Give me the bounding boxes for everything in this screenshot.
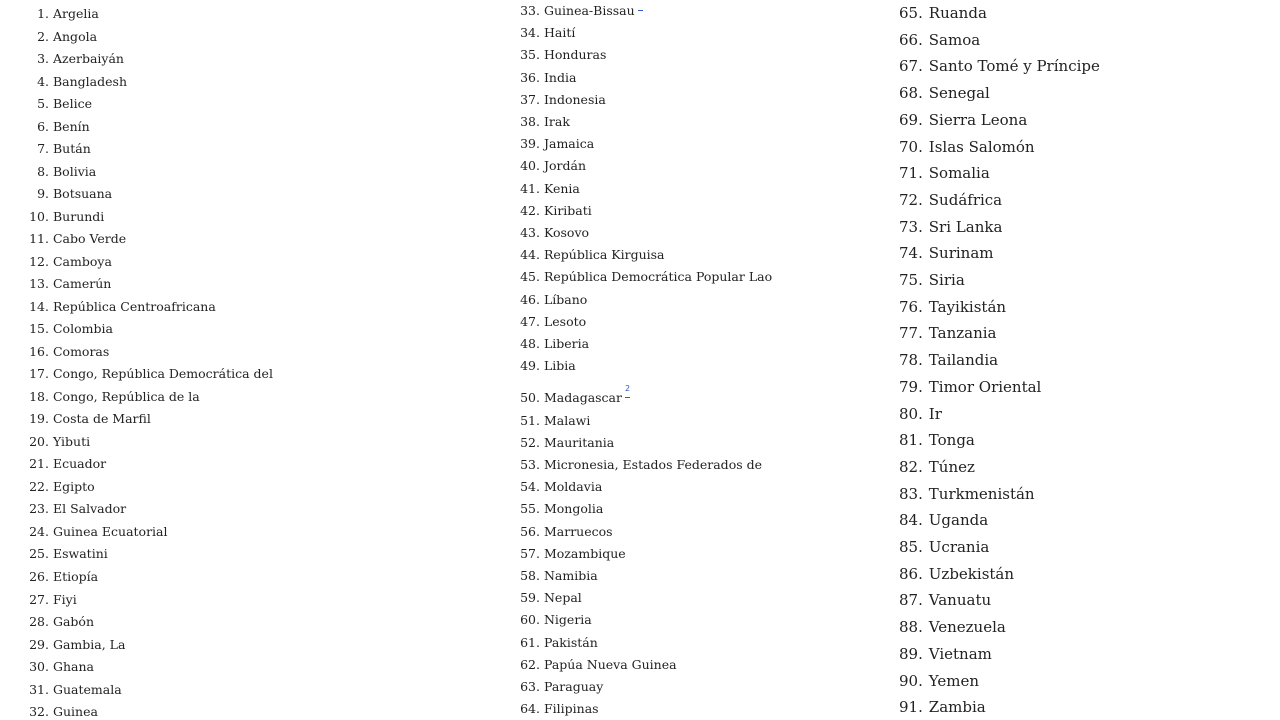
- list-item-number: 2.: [37, 28, 49, 44]
- country-name: Uganda: [928, 511, 989, 530]
- country-name: Botsuana: [52, 186, 113, 202]
- country-name: Túnez: [928, 457, 975, 476]
- list-item: [518, 501, 603, 517]
- list-item: [518, 247, 665, 263]
- country-name: India: [543, 69, 577, 85]
- list-item-number: 42.: [520, 202, 540, 218]
- list-item-number: 72.: [899, 190, 923, 209]
- list-item: [518, 358, 576, 374]
- footnote-number[interactable]: 2: [625, 384, 631, 394]
- country-name: Guinea-Bissau: [543, 3, 635, 18]
- list-item-number: 40.: [520, 158, 540, 174]
- country-name: Libia: [543, 358, 576, 374]
- country-name: Tanzania: [928, 324, 997, 343]
- list-item-number: 7.: [37, 141, 49, 157]
- list-item: [899, 191, 1002, 210]
- country-name: Liberia: [543, 336, 590, 351]
- country-name: Tailandia: [928, 351, 999, 370]
- list-item-number: 52.: [520, 434, 540, 450]
- list-item: [518, 181, 580, 197]
- list-item: [518, 435, 614, 451]
- country-name: Sudáfrica: [928, 190, 1003, 209]
- list-item-number: 43.: [520, 225, 540, 240]
- list-item: [518, 114, 570, 130]
- list-item: [899, 405, 942, 424]
- country-name: Ghana: [52, 659, 94, 675]
- country-name: Timor Oriental: [928, 377, 1042, 396]
- list-item-number: 87.: [899, 591, 923, 610]
- list-item-number: 5.: [37, 96, 49, 112]
- country-name: Kenia: [543, 180, 580, 196]
- list-item-number: 29.: [29, 636, 49, 652]
- list-item-number: 36.: [520, 69, 540, 85]
- list-item-number: 65.: [899, 4, 923, 22]
- country-name: Eswatini: [52, 546, 108, 562]
- country-name: Santo Tomé y Príncipe: [928, 57, 1100, 76]
- list-item: [518, 384, 631, 406]
- list-item: [26, 74, 127, 90]
- list-item: [518, 203, 592, 219]
- list-item: [518, 457, 762, 473]
- list-item-number: 70.: [899, 137, 923, 156]
- country-name: Mongolia: [543, 501, 604, 517]
- country-name: Mauritania: [543, 434, 615, 450]
- country-name: Islas Salomón: [928, 137, 1035, 156]
- list-item: [518, 92, 606, 108]
- list-item-number: 80.: [899, 404, 923, 423]
- list-item-number: 44.: [520, 247, 540, 263]
- list-item: [899, 271, 965, 290]
- list-item-number: 57.: [520, 545, 540, 561]
- country-name: Zambia: [928, 698, 986, 717]
- list-item-number: 84.: [899, 511, 923, 530]
- country-name: Mozambique: [543, 545, 626, 561]
- list-item-number: 20.: [29, 433, 49, 449]
- list-item: [518, 546, 626, 562]
- list-item: [26, 51, 124, 67]
- list-item-number: 34.: [520, 25, 540, 41]
- list-item-number: 81.: [899, 431, 923, 450]
- country-name: Burundi: [52, 208, 105, 224]
- country-name: Congo, República de la: [52, 388, 200, 404]
- country-name: Madagascar: [543, 390, 622, 406]
- list-item: [26, 276, 111, 292]
- list-item: [26, 389, 200, 405]
- country-name: Yemen: [928, 671, 980, 690]
- list-item: [26, 321, 113, 337]
- country-name: Belice: [52, 96, 92, 112]
- list-item-number: 17.: [29, 366, 49, 382]
- country-name: Indonesia: [543, 91, 606, 107]
- country-name: Namibia: [543, 568, 598, 583]
- list-item-number: 78.: [899, 351, 923, 370]
- list-item: [26, 231, 126, 247]
- list-item-number: 83.: [899, 484, 923, 503]
- country-name: El Salvador: [52, 501, 127, 517]
- list-item-number: 38.: [520, 114, 540, 129]
- list-item: [899, 698, 986, 717]
- list-item: [518, 635, 598, 651]
- country-name: Benín: [52, 118, 90, 134]
- country-name: República Kirguisa: [543, 247, 665, 263]
- list-item-number: 41.: [520, 180, 540, 196]
- list-item: [518, 3, 644, 19]
- country-name: Tonga: [928, 431, 975, 450]
- country-name: Líbano: [543, 291, 588, 307]
- country-name: Ecuador: [52, 456, 107, 472]
- country-name: Nepal: [543, 590, 582, 606]
- country-name: Ruanda: [928, 4, 987, 22]
- list-item-number: 9.: [37, 186, 49, 202]
- list-item: [518, 701, 599, 717]
- list-item-number: 73.: [899, 217, 923, 236]
- list-item-number: 31.: [29, 681, 49, 697]
- list-item: [26, 254, 112, 270]
- country-name: Congo, República Democrática del: [52, 366, 273, 382]
- list-item-number: 56.: [520, 523, 540, 539]
- country-name: Uzbekistán: [928, 564, 1015, 583]
- list-item: [518, 657, 677, 673]
- country-name: Ir: [928, 404, 942, 423]
- list-item: [518, 479, 602, 495]
- list-item: [899, 672, 979, 691]
- footnote-link[interactable]: [625, 384, 631, 402]
- list-item-number: 3.: [37, 51, 49, 67]
- list-item-number: 85.: [899, 538, 923, 556]
- list-item: [26, 366, 273, 382]
- list-item: [518, 292, 587, 308]
- list-item: [899, 4, 987, 23]
- list-item: [899, 164, 990, 183]
- list-item: [518, 568, 598, 584]
- list-item-number: 32.: [29, 704, 49, 720]
- country-name: Siria: [928, 271, 965, 289]
- country-name: Gambia, La: [52, 636, 126, 652]
- list-item: [26, 344, 109, 360]
- list-item: [899, 31, 980, 50]
- country-name: Filipinas: [543, 701, 599, 717]
- list-item-number: 69.: [899, 110, 923, 129]
- country-name: Fiyi: [52, 591, 77, 607]
- list-item: [518, 612, 592, 628]
- footnote-link[interactable]: [638, 7, 644, 15]
- list-item: [899, 565, 1014, 584]
- country-name: Kiribati: [543, 202, 592, 218]
- list-item-number: 47.: [520, 313, 540, 329]
- list-item: [26, 141, 91, 157]
- list-item-number: 8.: [37, 163, 49, 179]
- list-item: [899, 538, 989, 557]
- list-item: [518, 336, 589, 352]
- list-item: [518, 158, 586, 174]
- country-name: Nigeria: [543, 612, 592, 628]
- list-item: [26, 569, 98, 585]
- country-name: Egipto: [52, 478, 95, 494]
- list-item: [518, 314, 586, 330]
- list-item-number: 19.: [29, 411, 49, 427]
- list-item: [26, 164, 96, 180]
- country-name: Colombia: [52, 321, 113, 337]
- list-item-number: 77.: [899, 324, 923, 343]
- country-name: Sierra Leona: [928, 110, 1028, 129]
- list-item: [26, 659, 94, 675]
- list-item: [26, 209, 104, 225]
- country-name: Yibuti: [52, 433, 91, 449]
- list-item: [26, 299, 216, 315]
- list-item: [518, 413, 590, 429]
- list-item: [518, 269, 772, 285]
- country-name: Paraguay: [543, 679, 604, 694]
- list-item: [899, 618, 1006, 637]
- list-item-number: 28.: [29, 614, 49, 630]
- list-item: [899, 84, 990, 103]
- list-item-number: 33.: [520, 3, 540, 18]
- list-item: [518, 25, 575, 41]
- list-item-number: 54.: [520, 479, 540, 495]
- list-item-number: 68.: [899, 84, 923, 103]
- country-name: Venezuela: [928, 618, 1006, 637]
- list-item: [26, 524, 168, 540]
- country-name: Jordán: [543, 158, 587, 174]
- list-item-number: 90.: [899, 671, 923, 690]
- list-item-number: 50.: [520, 390, 540, 406]
- list-item: [26, 434, 90, 450]
- country-name: Somalia: [928, 164, 990, 183]
- list-item: [26, 546, 108, 562]
- list-item-number: 75.: [899, 271, 923, 289]
- list-item: [26, 637, 125, 653]
- country-name: Marruecos: [543, 523, 613, 539]
- list-item: [26, 186, 112, 202]
- list-item: [26, 6, 99, 22]
- list-item: [518, 70, 576, 86]
- list-item: [26, 29, 97, 45]
- list-item: [899, 351, 998, 370]
- list-item: [899, 57, 1100, 76]
- country-name: Etiopía: [52, 569, 99, 584]
- country-name: Tayikistán: [928, 297, 1007, 316]
- list-item-number: 60.: [520, 612, 540, 628]
- list-item: [26, 501, 126, 517]
- country-name: Comoras: [52, 343, 110, 359]
- list-item-number: 6.: [37, 118, 49, 134]
- list-item: [518, 47, 606, 63]
- country-name: República Democrática Popular Lao: [543, 269, 773, 285]
- country-name: Jamaica: [543, 136, 595, 152]
- list-item: [26, 479, 95, 495]
- country-name: Vietnam: [928, 644, 992, 663]
- country-name: Papúa Nueva Guinea: [543, 656, 677, 672]
- country-name: Cabo Verde: [52, 231, 127, 247]
- list-item: [26, 411, 151, 427]
- list-item-number: 18.: [29, 388, 49, 404]
- list-item-number: 39.: [520, 136, 540, 152]
- list-item-number: 59.: [520, 590, 540, 606]
- list-item: [518, 679, 603, 695]
- list-item: [899, 485, 1035, 504]
- list-item-number: 35.: [520, 47, 540, 63]
- list-item-number: 22.: [29, 478, 49, 494]
- country-name: Lesoto: [543, 313, 587, 329]
- list-item-number: 76.: [899, 297, 923, 316]
- list-item-number: 16.: [29, 343, 49, 359]
- list-item: [26, 456, 106, 472]
- list-item: [899, 431, 975, 450]
- country-name: Pakistán: [543, 634, 598, 650]
- list-item-number: 51.: [520, 412, 540, 428]
- country-name: Camboya: [52, 253, 112, 269]
- list-item-number: 91.: [899, 698, 923, 717]
- country-name: Gabón: [52, 614, 94, 630]
- country-name: Haití: [543, 25, 576, 41]
- list-item: [518, 524, 613, 540]
- country-name: Angola: [52, 28, 98, 44]
- list-item-number: 14.: [29, 298, 49, 314]
- list-item-number: 24.: [29, 523, 49, 539]
- country-name: Honduras: [543, 47, 607, 63]
- list-item-number: 86.: [899, 564, 923, 583]
- list-item: [518, 590, 582, 606]
- country-name: Kosovo: [543, 225, 590, 240]
- list-item: [899, 244, 994, 263]
- list-item: [899, 111, 1027, 130]
- list-item: [899, 511, 988, 530]
- country-name: Bangladesh: [52, 73, 127, 89]
- country-name: República Centroafricana: [52, 298, 216, 314]
- list-item: [899, 218, 1002, 237]
- list-item-number: 30.: [29, 659, 49, 675]
- list-item: [899, 138, 1035, 157]
- list-item-number: 62.: [520, 656, 540, 672]
- list-item-number: 37.: [520, 91, 540, 107]
- list-item-number: 48.: [520, 336, 540, 351]
- list-item: [518, 225, 589, 241]
- country-name: Ucrania: [928, 538, 990, 556]
- list-item-number: 49.: [520, 358, 540, 374]
- list-item-number: 89.: [899, 644, 923, 663]
- country-name: Sri Lanka: [928, 217, 1003, 236]
- list-item-number: 58.: [520, 568, 540, 583]
- list-item: [899, 298, 1006, 317]
- list-item-number: 64.: [520, 701, 540, 717]
- list-item: [899, 645, 992, 664]
- list-item-number: 11.: [29, 231, 49, 247]
- list-item-number: 10.: [29, 208, 49, 224]
- list-item: [26, 119, 90, 135]
- list-item-number: 88.: [899, 618, 923, 637]
- list-item-number: 4.: [37, 73, 49, 89]
- country-name: Moldavia: [543, 479, 603, 495]
- list-item-number: 21.: [29, 456, 49, 472]
- list-item-number: 61.: [520, 634, 540, 650]
- country-name: Azerbaiyán: [52, 51, 124, 67]
- list-item-number: 26.: [29, 569, 49, 584]
- country-name: Malawi: [543, 412, 591, 428]
- list-item-number: 55.: [520, 501, 540, 517]
- country-name: Bután: [52, 141, 91, 157]
- list-item-number: 66.: [899, 30, 923, 49]
- country-name: Costa de Marfil: [52, 411, 151, 427]
- list-item-number: 53.: [520, 457, 540, 472]
- country-name: Camerún: [52, 276, 112, 292]
- list-item-number: 67.: [899, 57, 923, 76]
- country-name: Guinea: [52, 704, 98, 720]
- list-item: [26, 592, 77, 608]
- list-item: [518, 136, 594, 152]
- footnote-dash-icon: [638, 10, 643, 11]
- list-item-number: 74.: [899, 244, 923, 263]
- country-name: Bolivia: [52, 163, 97, 179]
- list-item: [899, 378, 1041, 397]
- list-item-number: 45.: [520, 269, 540, 285]
- list-item: [899, 591, 991, 610]
- list-item-number: 46.: [520, 291, 540, 307]
- country-name: Surinam: [928, 244, 994, 263]
- list-item-number: 71.: [899, 164, 923, 183]
- country-name: Irak: [543, 114, 570, 129]
- list-item: [26, 682, 122, 698]
- list-item-number: 1.: [37, 6, 49, 21]
- list-item-number: 25.: [29, 546, 49, 562]
- country-name: Guatemala: [52, 681, 122, 697]
- country-name: Samoa: [928, 30, 981, 49]
- footnote-dash-icon: [625, 397, 630, 398]
- country-name: Turkmenistán: [928, 484, 1035, 503]
- list-item-number: 12.: [29, 253, 49, 269]
- country-name: Senegal: [928, 84, 990, 103]
- list-item: [26, 704, 98, 720]
- list-item: [26, 614, 94, 630]
- list-item: [899, 458, 975, 477]
- list-item-number: 13.: [29, 276, 49, 292]
- list-item-number: 15.: [29, 321, 49, 337]
- list-item-number: 27.: [29, 591, 49, 607]
- country-name: Argelia: [52, 6, 99, 21]
- list-item: [899, 324, 996, 343]
- list-item-number: 82.: [899, 457, 923, 476]
- list-item-number: 79.: [899, 377, 923, 396]
- country-name: Micronesia, Estados Federados de: [543, 457, 763, 472]
- list-item-number: 23.: [29, 501, 49, 517]
- list-item: [26, 96, 92, 112]
- country-name: Vanuatu: [928, 591, 992, 610]
- country-name: Guinea Ecuatorial: [52, 523, 168, 539]
- list-item-number: 63.: [520, 679, 540, 694]
